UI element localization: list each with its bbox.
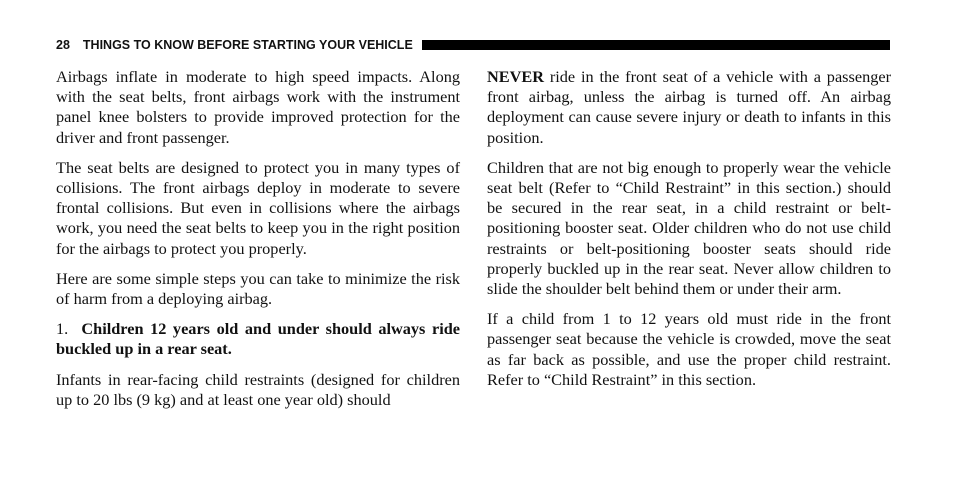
page-header bbox=[56, 38, 890, 52]
right-column bbox=[487, 67, 891, 400]
paragraph-airbags-inflate: Airbags inflate in moderate to high speed impacts. Along with the seat belts, front airbags work with the instrument panel knee bolsters to provide improved protection for the driver and front passenger. bbox=[56, 67, 460, 147]
step-1-number: 1. bbox=[56, 319, 69, 339]
left-column bbox=[56, 67, 460, 420]
paragraph-never-ride bbox=[487, 67, 891, 148]
step-1-text: Children 12 years old and under should always ride buckled up in a rear seat. bbox=[56, 319, 460, 359]
paragraph-children-seat-belt: Children that are not big enough to properly wear the vehicle seat belt (Refer to “Child Restraint” in this section.) should be secured in the rear seat, in a child restraint or belt-positioning booster seat. Older children who do not use child restraints or belt-positioning booster seats should ride properly buckled up in the rear seat. Never allow children to slide the shoulder belt behind them or under their arm. bbox=[487, 157, 891, 299]
never-emphasis: NEVER bbox=[487, 67, 544, 86]
page-number: 28 bbox=[56, 38, 70, 52]
paragraph-child-front-seat: If a child from 1 to 12 years old must ride in the front passenger seat because the vehicle is crowded, move the seat as far back as possible, and use the proper child restraint. Refer to “Child Restraint” in this section. bbox=[487, 309, 891, 389]
section-title: THINGS TO KNOW BEFORE STARTING YOUR VEHICLE bbox=[82, 38, 413, 52]
paragraph-infants: Infants in rear-facing child restraints (designed for children up to 20 lbs (9 kg) and at least one year old) should bbox=[56, 369, 460, 409]
step-1 bbox=[56, 319, 460, 359]
paragraph-seat-belts: The seat belts are designed to protect you in many types of collisions. The front airbags deploy in moderate to severe frontal collisions. But even in collisions where the airbags work, you need the seat belts to keep you in the right position for the airbags to protect you properly. bbox=[56, 157, 460, 258]
header-rule bbox=[422, 40, 890, 50]
never-ride-text: ride in the front seat of a vehicle with a passenger front airbag, unless the airbag is turned off. An airbag deployment can cause severe injury or death to infants in this position. bbox=[487, 67, 891, 147]
paragraph-simple-steps: Here are some simple steps you can take to minimize the risk of harm from a deploying airbag. bbox=[56, 268, 460, 309]
